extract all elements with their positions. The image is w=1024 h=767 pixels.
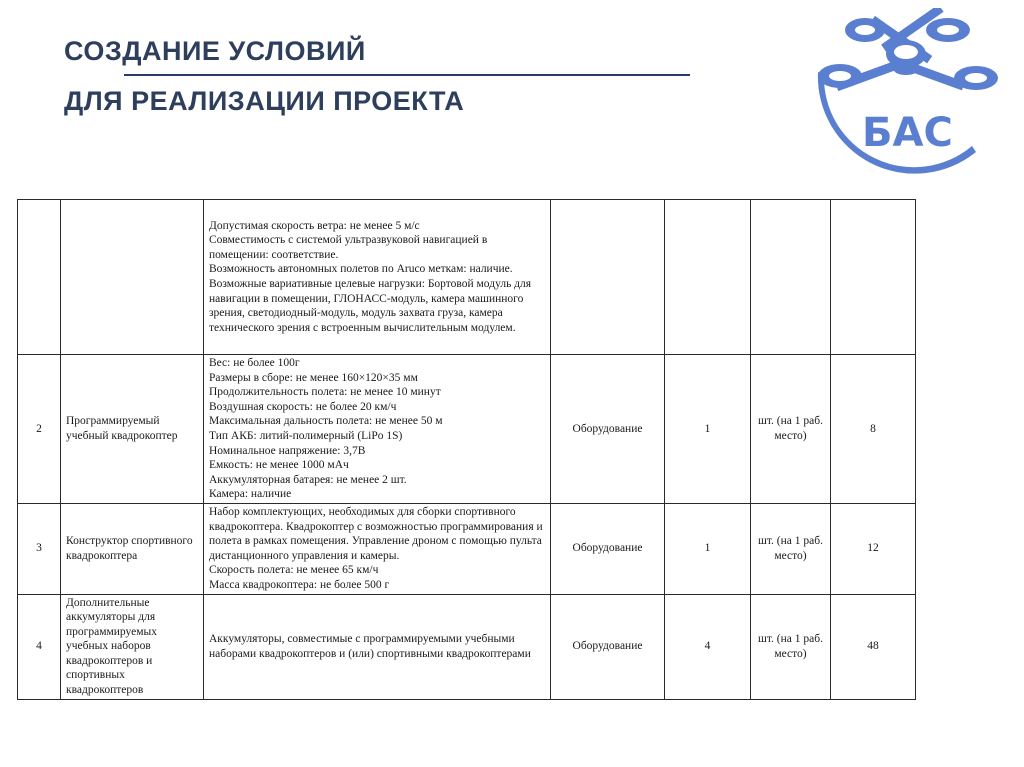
table-row xyxy=(18,594,916,699)
item-description-line: Возможность автономных полетов по Aruco меткам: наличие. Возможные вариативные целевые нагрузки: Бортовой модуль для навигации в помещении, ГЛОНАСС-модуль, камера машинного зрения, светодиодный-модуль, модуль захвата груза, камера технического зрения с встроенным вычислительным модулем. xyxy=(209,263,532,334)
page-title-line-2: ДЛЯ РЕАЛИЗАЦИИ ПРОЕКТА xyxy=(64,86,465,116)
item-description-cell: Набор комплектующих, необходимых для сборки спортивного квадрокоптера. Квадрокоптер с возможностью программирования и полета в рамках помещения. Управление дроном с помощью пульта дистанционного управления и камеры. Скорость полета: не менее 65 км/ч Масса квадрокоптера: не более 500 г xyxy=(204,503,551,594)
row-number-cell: 2 xyxy=(18,355,61,504)
item-unit-cell: шт. (на 1 раб. место) xyxy=(751,594,831,699)
item-total-cell: 8 xyxy=(831,355,916,504)
item-qty-cell: 4 xyxy=(665,594,751,699)
item-description-cell: Вес: не более 100г Размеры в сборе: не менее 160×120×35 мм Продолжительность полета: не менее 10 минут Воздушная скорость: не более 20 км/ч Максимальная дальность полета: не менее 50 м Тип АКБ: литий-полимерный (LiPo 1S) Номинальное напряжение: 3,7В Емкость: не менее 1000 мАч Аккумуляторная батарея: не менее 2 шт. Камера: наличие xyxy=(204,355,551,504)
bas-logo xyxy=(796,8,1002,188)
item-description-line: Совместимость с системой ультразвуковой навигацией в помещении: соответствие. xyxy=(209,234,488,261)
item-type-cell: Оборудование xyxy=(551,594,665,699)
item-type-cell: Оборудование xyxy=(551,355,665,504)
item-total-cell: 12 xyxy=(831,503,916,594)
item-qty-cell: 1 xyxy=(665,355,751,504)
item-description-line: Допустимая скорость ветра: не менее 5 м/с xyxy=(209,219,420,232)
item-unit-cell: шт. (на 1 раб. место) xyxy=(751,355,831,504)
item-type-cell: Оборудование xyxy=(551,503,665,594)
item-name-cell xyxy=(61,200,204,355)
title-underline xyxy=(124,74,690,76)
row-number-cell xyxy=(18,200,61,355)
item-qty-cell: 1 xyxy=(665,503,751,594)
item-description-cell: Аккумуляторы, совместимые с программируемыми учебными наборами квадрокоптеров и (или) спортивными квадрокоптерами xyxy=(204,594,551,699)
table-row xyxy=(18,200,916,355)
row-number-cell: 4 xyxy=(18,594,61,699)
item-qty-cell xyxy=(665,200,751,355)
row-number-cell: 3 xyxy=(18,503,61,594)
logo-hub-base xyxy=(894,65,918,75)
item-unit-cell: шт. (на 1 раб. место) xyxy=(751,503,831,594)
item-total-cell xyxy=(831,200,916,355)
item-description-cell xyxy=(204,200,551,355)
item-unit-cell xyxy=(751,200,831,355)
item-name-cell: Конструктор спортивного квадрокоптера xyxy=(61,503,204,594)
item-total-cell: 48 xyxy=(831,594,916,699)
logo-text: БАС xyxy=(862,110,953,156)
table-row xyxy=(18,503,916,594)
page-title-line-1: СОЗДАНИЕ УСЛОВИЙ xyxy=(64,36,366,66)
item-name-cell: Программируемый учебный квадрокоптер xyxy=(61,355,204,504)
item-name-cell: Дополнительные аккумуляторы для программируемых учебных наборов квадрокоптеров и спортивных квадрокоптеров xyxy=(61,594,204,699)
item-type-cell xyxy=(551,200,665,355)
table-row xyxy=(18,355,916,504)
equipment-table xyxy=(17,199,916,700)
